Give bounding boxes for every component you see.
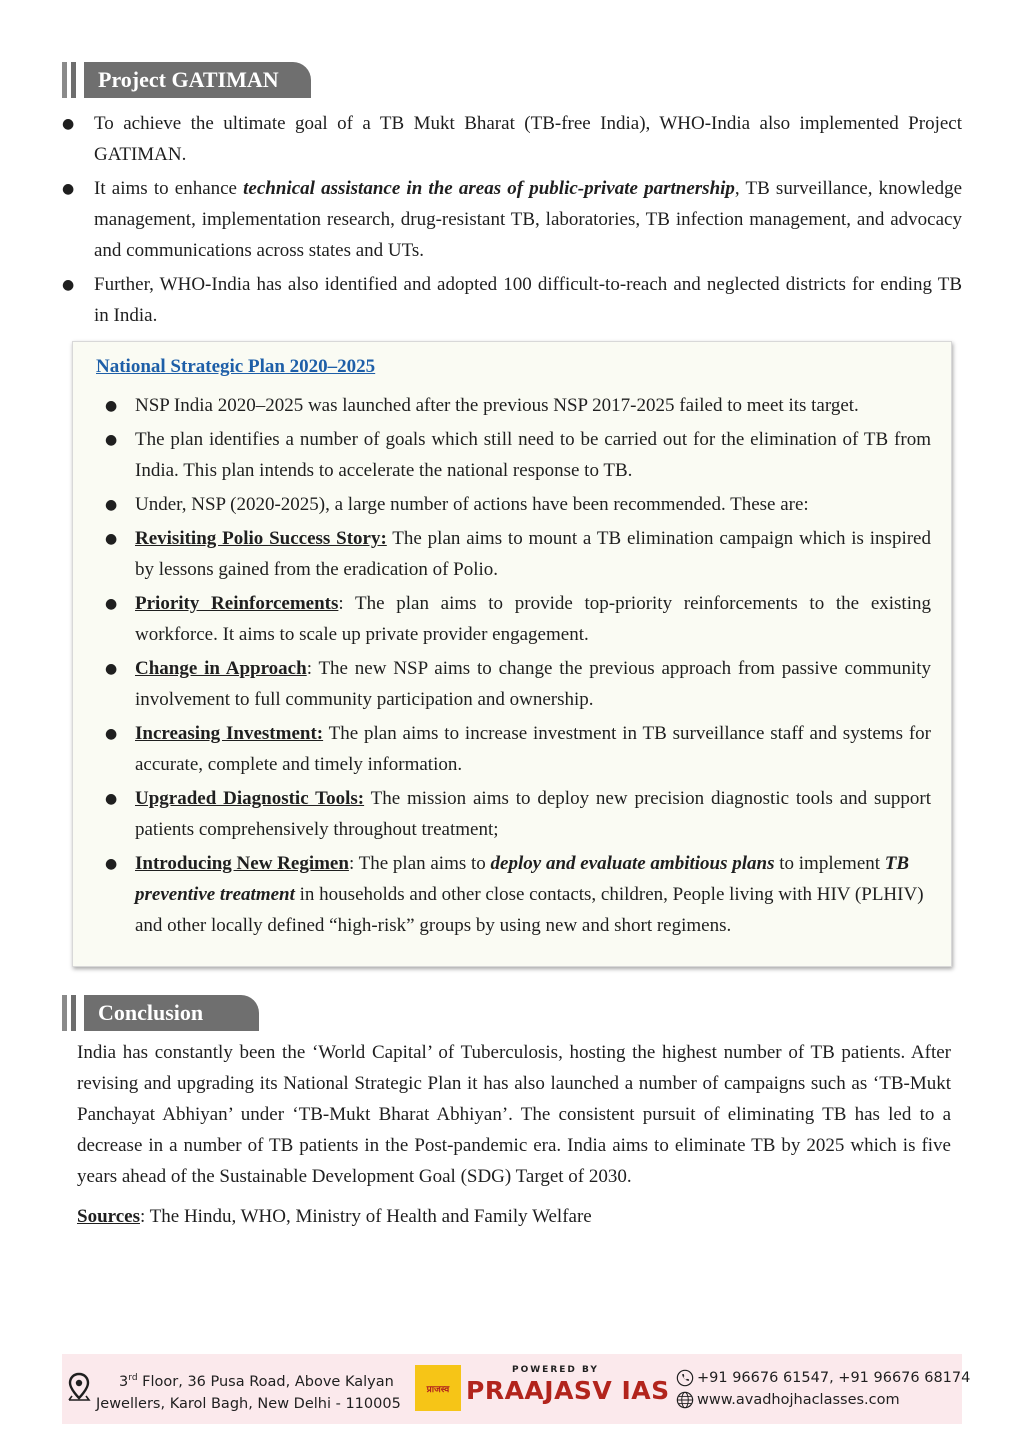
conclusion-heading-label: Conclusion (84, 995, 259, 1031)
term-label: Change in Approach (135, 658, 307, 679)
website-link[interactable]: www.avadhojhaclasses.com (697, 1392, 900, 1408)
heading-bar-decoration (62, 62, 67, 98)
gatiman-heading (62, 62, 311, 98)
phone-row (676, 1367, 970, 1389)
brand-name: PRAAJASV IAS (466, 1376, 670, 1405)
phone-number[interactable]: +91 96676 61547, +91 96676 68174 (697, 1370, 971, 1386)
list-item: ● It aims to enhance technical assistance in the areas of public-private partnership, TB surveillance, knowledge management, implementation research, drug-resistant TB, laboratories, TB infection management, and advocacy and communications across states and UTs. (62, 173, 962, 266)
nsp-title: National Strategic Plan 2020–2025 (96, 356, 376, 377)
sources-line (77, 1206, 592, 1228)
nsp-info-box (72, 341, 952, 967)
heading-bar-decoration (71, 995, 76, 1031)
brand-logo: प्राजस्व (415, 1365, 461, 1411)
gatiman-bullet-list (62, 108, 962, 334)
list-item: ● Increasing Investment: The plan aims to increase investment in TB surveillance staff and systems for accurate, complete and timely information. (105, 718, 931, 780)
list-item: ● Revisiting Polio Success Story: The plan aims to mount a TB elimination campaign which is inspired by lessons gained from the eradication of Polio. (105, 523, 931, 585)
term-label: Introducing New Regimen (135, 853, 349, 874)
bullet-icon: ● (105, 856, 118, 872)
emphasis-text: deploy and evaluate ambitious plans (490, 853, 775, 874)
term-label: Increasing Investment: (135, 723, 324, 744)
website-row (676, 1389, 970, 1411)
list-item: ● Upgraded Diagnostic Tools: The mission aims to deploy new precision diagnostic tools and support patients comprehensively throughout treatment; (105, 783, 931, 845)
footer-contact (676, 1367, 970, 1411)
phone-icon (676, 1369, 694, 1387)
location-pin-icon (66, 1372, 92, 1404)
bullet-icon: ● (105, 531, 118, 547)
list-item: ● Further, WHO-India has also identified and adopted 100 difficult-to-reach and neglected districts for ending TB in India. (62, 269, 962, 331)
bullet-icon: ● (105, 432, 118, 448)
bullet-icon: ● (105, 398, 118, 414)
page-footer (62, 1354, 971, 1424)
conclusion-heading (62, 995, 259, 1031)
sources-text: : The Hindu, WHO, Ministry of Health and Family Welfare (139, 1206, 592, 1227)
bullet-icon: ● (62, 277, 75, 293)
bullet-icon: ● (105, 726, 118, 742)
heading-bar-decoration (62, 995, 67, 1031)
term-label: Priority Reinforcements (135, 593, 339, 614)
bullet-icon: ● (105, 661, 118, 677)
bullet-icon: ● (105, 497, 118, 513)
list-item: ● Priority Reinforcements: The plan aims to provide top-priority reinforcements to the existing workforce. It aims to scale up private provider engagement. (105, 588, 931, 650)
term-label: Upgraded Diagnostic Tools: (135, 788, 365, 809)
nsp-bullet-list (105, 390, 931, 944)
bullet-icon: ● (62, 181, 75, 197)
footer-address: 3rd Floor, 36 Pusa Road, Above Kalyan Jewellers, Karol Bagh, New Delhi - 110005 (96, 1373, 401, 1412)
conclusion-paragraph: India has constantly been the ‘World Capital’ of Tuberculosis, hosting the highest number of TB patients. After revising and upgrading its National Strategic Plan it has also launched a number of campaigns such as ‘TB-Mukt Panchayat Abhiyan’ under ‘TB-Mukt Bharat Abhiyan’. The consistent pursuit of eliminating TB has led to a decrease in a number of TB patients in the Post-pandemic era. India aims to eliminate TB by 2025 which is five years ahead of the Sustainable Development Goal (SDG) Target of 2030. (77, 1042, 951, 1187)
list-item: ● NSP India 2020–2025 was launched after the previous NSP 2017-2025 failed to meet its target. (105, 390, 931, 421)
list-item: ● Introducing New Regimen: The plan aims to deploy and evaluate ambitious plans to implement TB preventive treatment in households and other close contacts, children, People living with HIV (PLHIV) and other locally defined “high-risk” groups by using new and short regimens. (105, 848, 931, 941)
gatiman-heading-label: Project GATIMAN (84, 62, 311, 98)
bullet-icon: ● (62, 116, 75, 132)
heading-bar-decoration (71, 62, 76, 98)
bullet-icon: ● (105, 791, 118, 807)
list-item: ● The plan identifies a number of goals which still need to be carried out for the elimination of TB from India. This plan intends to accelerate the national response to TB. (105, 424, 931, 486)
bullet-icon: ● (105, 596, 118, 612)
powered-by-label: POWERED BY (512, 1365, 599, 1375)
globe-icon (676, 1391, 694, 1409)
list-item: ● Under, NSP (2020-2025), a large number of actions have been recommended. These are: (105, 489, 931, 520)
emphasis-text: technical assistance in the areas of public-private partnership (243, 178, 735, 199)
sources-label: Sources (77, 1206, 140, 1227)
list-item: ● Change in Approach: The new NSP aims to change the previous approach from passive community involvement to full community participation and ownership. (105, 653, 931, 715)
list-item: ● To achieve the ultimate goal of a TB Mukt Bharat (TB-free India), WHO-India also implemented Project GATIMAN. (62, 108, 962, 170)
term-label: Revisiting Polio Success Story: (135, 528, 387, 549)
emphasis-text: TB preventive treatment (135, 853, 910, 905)
